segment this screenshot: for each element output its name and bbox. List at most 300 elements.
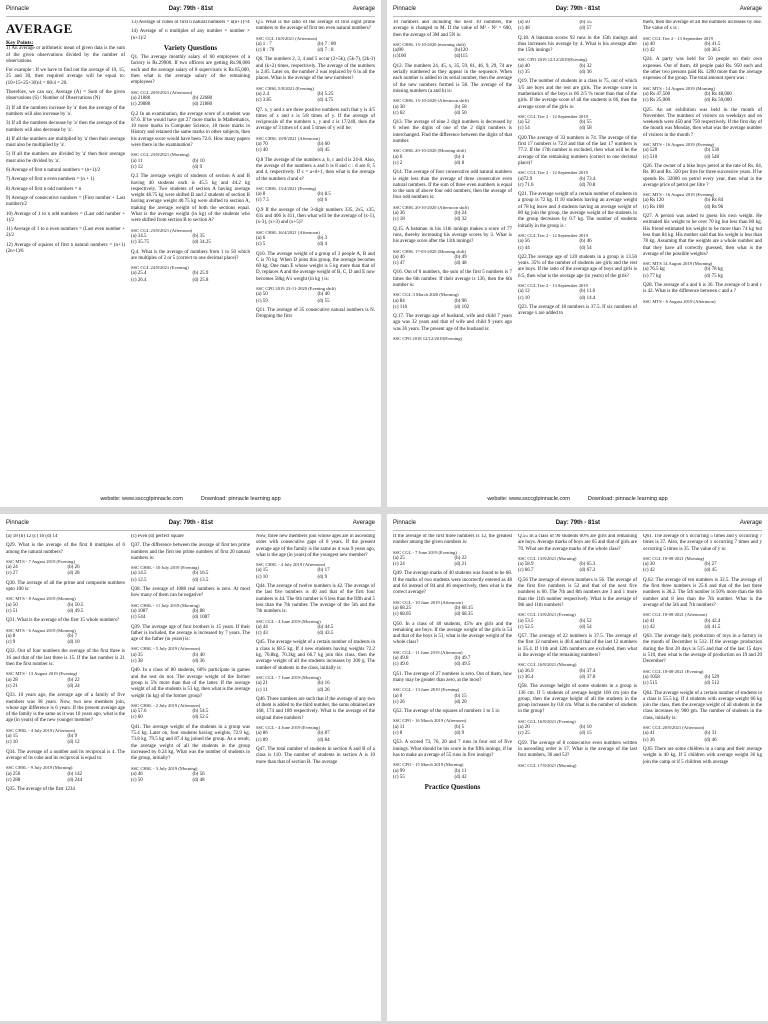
option: (c) 544: [131, 615, 146, 621]
option: (d) 9: [317, 574, 328, 580]
option: (c) 10: [6, 740, 18, 746]
option: (d) 49.5: [67, 608, 84, 614]
option: (a) Rs 120: [643, 198, 664, 204]
exam-source: SSC CHSL - 10 July 2019 (Evening): [131, 565, 199, 571]
exam-source: SSC CGL 16/8/2021 (Evening): [518, 718, 576, 724]
exam-source: SSC CGL - 10 June 2019 (Afternoon): [393, 599, 463, 605]
question-text: Q26. The owner of a bike buys petrol at the rate of Rs. 64, Rs. 80 and Rs. 320 per litre for three successive years. If he spends Rs. 32000 on petrol every year, then what is the average price of petrol per litre ?: [643, 163, 762, 188]
option: (b) 35: [192, 233, 205, 239]
option: (a)90: [393, 48, 404, 54]
column-3: [256, 534, 375, 1017]
exam-source: SSC CHSL 18/8/2021 (Afternoon): [256, 135, 320, 141]
exam-source: SSC MTS - 16 August 2019 (Evening): [643, 192, 715, 198]
key-point: 5) If all the numbers are divided by 'a' then their average must also be divided by 'a'.: [6, 152, 125, 164]
option: (d) 46: [704, 737, 717, 743]
key-point: 14) Average of n multiples of any number = number × (n+1)/2: [131, 29, 250, 41]
exam-source: SSC CPO 2019 23-11-2020 (Evening shift): [256, 285, 336, 291]
option: (a) 24: [6, 565, 18, 571]
option: (b) 44.5: [317, 624, 334, 630]
option: (b) 31: [704, 731, 717, 737]
option: (c) 27: [6, 571, 18, 577]
question-text: Q47. The total number of students in section A and B of a class is 110. The number of students in section A is 10 more than that of section B. The average: [256, 746, 375, 765]
option: (c) Rs 108: [643, 204, 664, 210]
option: (d) 45: [704, 568, 717, 574]
option: (c) 25: [518, 731, 530, 737]
option: (d) 50: [454, 110, 467, 116]
question-text: Q.55 In a class of 90 students 60% are girls and remaining are boys. Average marks of boys are 65 and that of girls are 70. What are the average marks of the whole class?: [518, 534, 637, 552]
question-text: Q24. A party was held for 50 people on their own expenses. Out of them, 48 people paid Rs. 950 each and the other two persons paid Rs. 1200 more than the average expenses of the group. The total amount spent was :: [643, 57, 762, 82]
exam-source: SSC CGL 24/8/2021 (Evening): [131, 265, 189, 271]
exam-source: SSC CGL 3 March 2020 (Morning): [393, 292, 459, 298]
exam-source: SSC MTS - 7 August 2019 (Evening): [6, 558, 75, 564]
option: (b) 73.4: [579, 176, 596, 182]
option: (d) 37.8: [579, 674, 596, 680]
option: (b) 16: [317, 681, 330, 687]
exam-source: SSC MTS 14 August 2019 (Morning): [643, 261, 713, 267]
option: (c) 2: [393, 160, 403, 166]
section-heading: Practice Questions: [424, 783, 481, 792]
exam-source: SSC CHSL 13/4/2021 (Evening): [256, 185, 317, 191]
option: (c) 36.4: [518, 674, 534, 680]
header-day: Day: 79th - 81st: [555, 520, 601, 526]
page-title: AVERAGE: [6, 21, 73, 36]
option: (b) 8.5: [317, 192, 331, 198]
footer-website-link[interactable]: website: www.ssccglpinnacle.com: [100, 496, 183, 502]
option: (b) 5: [454, 724, 465, 730]
option: (b) Rs 84: [704, 198, 724, 204]
exam-source: SSC CGL - 7 June 2019 (Morning): [256, 674, 321, 680]
question-text: Q.3 The average weight of students of section A and B having 40 students each is 45.5 kg and 44.2 kg respectively. Two students of section A having average weight 48.75 kg were shifted B and 2 students of section B having average weight 40.75 kg were shifted to section A, making the average weight of both the sections equal. What is the average weight (in kg) of the students who were shifted from section B to section A?: [131, 174, 250, 224]
option: (b) 16.5: [192, 571, 209, 577]
key-point: 1) An average or arithmetic mean of given data is the sum of the given observations divided by the number of observations.: [6, 46, 125, 64]
option: (c) 116: [393, 304, 408, 310]
question-text: Q14. The average of four consecutive odd natural numbers is eight less than the average of three consecutive even natural numbers. If the sum of three even numbers is equal to the sum of above four odd numbers, then the average of four odd numbers is:: [393, 170, 512, 201]
option: (d) 9: [454, 731, 465, 737]
exam-source: SSC CGL 16/8/2021 (Afternoon): [256, 35, 318, 41]
option: (d) 14.4: [579, 295, 596, 301]
option: (c) 89: [256, 737, 268, 743]
exam-source: SSC CPO - 15 March 2019 (Morning): [393, 762, 464, 768]
question-text: Q34. The average of a number and its reciprocal is 4. The average of its cube and its reciprocal is equal to:: [6, 749, 125, 761]
option: (a) 41: [643, 731, 655, 737]
key-point: 3) If all the numbers decrease by 'a' then the average of the numbers will also decrease by 'a'.: [6, 121, 125, 133]
column-3: [643, 534, 762, 1017]
option: (d) 48: [192, 778, 205, 784]
option: (a) 520: [643, 148, 658, 154]
option: (c) 62: [393, 110, 405, 116]
exam-source: SSC MTS - 14 August 2019 (Morning): [643, 85, 715, 91]
option: (c) 50: [131, 778, 143, 784]
option: (d) 36: [192, 659, 205, 665]
question-text: Q11. The average of 35 consecutive natural numbers is N. Dropping the first: [256, 307, 375, 320]
footer-download-link[interactable]: Download: pinnacle learning app: [587, 496, 668, 502]
option: (d) 6: [317, 198, 328, 204]
exam-source: SSC CGL - 7 June 2019 (Evening): [393, 549, 457, 555]
question-text: Now, three new members join whose ages are in ascending order with consecutive gaps of 8 years. If the present average age of the family is the same as it was 9 years ago, what is the age (in years) of the youngest new member?: [256, 534, 375, 558]
option: (a) 86: [256, 731, 268, 737]
option: (c) 5: [256, 242, 266, 248]
question-text: Q63. The average daily production of toys in a factory in the month of December is 512. If the average production during the first 20 days is 515 and that of the last 15 days is 510, then what is the average of production on 19 and 20 December?: [643, 634, 762, 665]
question-text: Q.5 What is the ratio of the average of first eight prime numbers to the average of first ten even natural numbers?: [256, 20, 375, 32]
column-1: [393, 534, 512, 1017]
question-text: 10 numbers and including the next 10 numbers, the average is changed to M. If the value of M² - N² = 600, then the average of 3M and 5N is:: [393, 20, 512, 38]
option: (c) 29080: [131, 102, 151, 108]
option: (c) 26: [393, 699, 405, 705]
column-2: [131, 20, 250, 489]
option: (d) 41.5: [704, 624, 721, 630]
exam-source: SSC CGL Tier 2 - 13 September 2019: [518, 282, 588, 288]
option: (b) 49.7: [454, 656, 471, 662]
option: (a) 11: [393, 724, 405, 730]
option: (d) 52.5: [192, 715, 209, 721]
question-text: Q.2 In an examination, the average score of a student was 67.6. If he would have got 27 more marks in Mathematics, 10 more marks in Computer Science, 18 more marks in History and retained the same marks in other subjects, then his average score would have been 72.6. How many papers were there in the examination?: [131, 111, 250, 149]
question-text: Q58. The average height of some students in a group is 136 cm. If 5 students of average height 160 cm join the group, then the average height of all the students in the group increases by 0.8 cm. What is the number of students in the group?: [518, 684, 637, 715]
column-2: [131, 534, 250, 1017]
option: (c) 8 : 70: [256, 48, 275, 54]
option: (a) 34.5: [131, 233, 147, 239]
exam-source: SSC CHSL - 3 July 2019 (Morning): [131, 765, 198, 771]
option: (a) 12: [518, 289, 530, 295]
question-text: Q52. The average of the squares of numbers 1 to 5 is:: [393, 709, 501, 715]
option: (c) 49.6: [393, 662, 409, 668]
exam-source: SSC CGL Tier 2 - 12 September 2019: [518, 113, 588, 119]
option: (d) 26: [317, 687, 330, 693]
exam-source: SSC CGL 18-08-2021 (Afternoon): [643, 612, 708, 618]
option: (d) 54: [579, 624, 592, 630]
option: (b) 22: [454, 555, 467, 561]
option: (d) Rs 96: [704, 204, 724, 210]
option: (d) 32: [454, 217, 467, 223]
option: (b) 22680: [192, 95, 213, 101]
option: (a) 1087: [131, 608, 148, 614]
option: (a) 36: [393, 211, 405, 217]
option: (a) 11: [131, 158, 143, 164]
option: (b) 96: [454, 298, 467, 304]
option: (d) 4: [317, 242, 328, 248]
option: (d) 540: [704, 154, 720, 160]
option: (a) 70: [256, 142, 268, 148]
option: (a) Rs 47,500: [643, 91, 671, 97]
question-text: Q16. Out of 6 numbers, the sum of the first 5 numbers is 7 times the 6th number. If their average is 136, then the 6th number is:: [393, 270, 512, 288]
option: (c) 21: [6, 683, 18, 689]
option: (b) 7: [67, 633, 78, 639]
exam-source: SSC MTS - 16 August 2019 (Evening): [643, 142, 715, 148]
option: (b) 58: [454, 104, 467, 110]
question-text: Q35. The average of the first 1234: [6, 787, 75, 793]
option: (d) 75 kg: [704, 273, 723, 279]
option: (a) 38: [393, 104, 405, 110]
option: (c) 35.75: [131, 240, 150, 246]
option: (a) 14.5: [131, 571, 147, 577]
exam-source: SSC CHSL 5/8/2021 (Evening): [256, 85, 314, 91]
option: (d) 25.8: [192, 277, 209, 283]
question-text: Q46. Three numbers are such that if the average of any two of them is added to the third number, the sums obtained are 168, 174 and 180 respectively. What is the average of the original three numbers?: [256, 696, 375, 721]
exam-source: SSC CGL - 13 June 2019 (Evening): [393, 687, 460, 693]
option: (b) 55: [579, 20, 592, 25]
option: (b) 7 : 80: [317, 41, 336, 47]
option: (b) 24: [454, 211, 467, 217]
option: (a) 0: [393, 693, 403, 699]
option: (a) 25: [393, 555, 405, 561]
option: (d) 84: [317, 737, 330, 743]
option: (d) 45: [317, 148, 330, 154]
option: (d) 38.5: [704, 48, 721, 54]
option: (b) 26: [67, 565, 80, 571]
option: (a) 44: [256, 624, 268, 630]
key-point: 10) Average of 1 to n odd numbers = (Last odd number + 1)/2: [6, 211, 125, 223]
exam-source: SSC CGL 23/8/2021 (Morning): [131, 152, 190, 158]
column-1: [6, 20, 125, 489]
option: (c) 8: [393, 731, 403, 737]
exam-source: SSC CHSL 17-03-2020 (Morning shift): [393, 248, 467, 254]
option: (a) 40: [643, 41, 655, 47]
option: (d) 10: [67, 640, 80, 646]
question-text: Q27. A person was asked to guess his own weight. He estimated his weight to be over 70 kg but less than 80 kg. His friend estimated his weight to be more than 74 kg but less than 84 kg. His mother said that his weight is less than 78 kg. Assuming that the weights are a whole number and that they have all correctly guessed, then what is the average of the possible weights?: [643, 214, 762, 257]
option: (b) 32: [579, 63, 592, 69]
option: (b) 40: [192, 652, 205, 658]
option: (b) 87: [317, 731, 330, 737]
option: (b) 142: [67, 771, 83, 777]
option: (d) 1087: [192, 615, 210, 621]
option: (a) 99: [393, 768, 405, 774]
option: (c) 38: [131, 659, 143, 665]
option: (c) 52.5: [518, 624, 534, 630]
question-text: Q19. The number of students in a class is 75, out of which 3/5 are boys and the rest are girls. The average score in mathematics of the boys is 66 2/5 % more than that of the girls. If the average score of all the students is 66, then the average score of the girls is:: [518, 79, 637, 110]
option: (b) 5.25: [317, 91, 334, 97]
exam-source: SSC CHSL - 4 July 2019 (Afternoon): [6, 727, 76, 733]
question-text: Q25. An art exhibition was held in the month of November. The numbers of visitors on weekdays and on weekends were 450 and 750 respectively. If the first day of the month was Monday, then what was the average number of visitors in the month ?: [643, 107, 762, 138]
question-text: Q12. The numbers 24, 45, x, 35, 59, 81, 46, 9, 29, 74 are serially numbered as they appear in the sequence. When each number is added to its serial number, then the average of the new numbers formed is 58. The average of the missing numbers (a and b) is:: [393, 63, 512, 94]
page-footer: [393, 496, 762, 502]
document-page-3: [0, 514, 381, 1021]
option: (d) 43.5: [317, 631, 334, 637]
exam-source: SSC CGL Tier 2 - 13 September 2019: [643, 35, 713, 41]
footer-website-link[interactable]: website: www.ssccglpinnacle.com: [487, 496, 570, 502]
page-header: [6, 520, 375, 531]
footer-download-link[interactable]: Download: pinnacle learning app: [200, 496, 281, 502]
option: (b) 10: [579, 725, 592, 731]
question-text: Q.62. The average of ten numbers is 32.5. The average of the first three numbers is 25.6 and that of the last three numbers is 38.2. The 5th number is 50% more than the 6th number and 8 less than the 7th number. What is the average of the 5th and 7th numbers?: [643, 577, 762, 608]
option: (a) 15: [6, 734, 18, 740]
option: (a) 57.6: [131, 709, 147, 715]
question-text: Q10. The average weight of a group of 3 people A, B and C is 70 kg. When D joins this group, the average becomes 60 kg. One man E whose weight is 5 kg more than that of D, replaces A and the average weight of B, C, D and E now becomes 58kg A's weight (in kg ) is:: [256, 251, 375, 282]
option: (d) 20: [454, 699, 467, 705]
header-day: Day: 79th - 81st: [168, 520, 214, 526]
option: (a) 1 : 7: [256, 41, 272, 47]
option: (a) 53.5: [518, 618, 534, 624]
option: (a) 1058: [643, 674, 660, 680]
option: (b) 27: [704, 562, 717, 568]
exam-source: SSC CHSL - 5 July 2019 (Afternoon): [131, 646, 201, 652]
option: (c)100: [393, 54, 407, 60]
question-text: Q59. The average of 8 consecutive even numbers written in ascending order is 17. What is the average of the last four numbers, 36 and 53?: [518, 740, 637, 759]
option: (a) 30: [643, 562, 655, 568]
option: (b) 65.3: [579, 562, 596, 568]
exam-source: SSC MTS - 8 August 2019 (Morning): [6, 596, 76, 602]
exam-source: SSC CPO 2018 12/12/2019(Evening): [393, 336, 463, 342]
option: (b) 41.5: [704, 41, 721, 47]
header-brand: Pinnacle: [393, 520, 417, 526]
exam-source: SSC CHSL - 2 July 2019 (Afternoon): [131, 702, 201, 708]
key-point: 12) Average of squares of first n natural numbers = (n+1)(2n+1)/6: [6, 242, 125, 255]
exam-source: SSC CGL 13/8/2021 (Evening): [518, 612, 576, 618]
document-page-4: [387, 514, 768, 1021]
option: (a) 35: [131, 652, 143, 658]
option: (d) 34.25: [192, 240, 211, 246]
option: (d) 512: [704, 681, 720, 687]
exam-source: SSC CHSL - 11 July 2019 (Morning): [131, 602, 200, 608]
option: (b) 3: [317, 235, 328, 241]
option: (d) 48: [454, 261, 467, 267]
question-text: Q.15. A batsman in his 11th innings makes a score of 77 runs, thereby increasing his average scores by 3. What is his average score after the 11th innings?: [393, 226, 512, 245]
option: (c) 10: [256, 574, 268, 580]
option: (a) 68.25: [393, 605, 412, 611]
option: (b) 50.5: [67, 602, 84, 608]
option: (d) 9: [192, 164, 203, 170]
option: (b) 10: [192, 158, 205, 164]
header-topic: Average: [352, 6, 375, 12]
column-3: [256, 20, 375, 489]
option: (c) 51: [6, 608, 18, 614]
option: (a) 46: [131, 771, 143, 777]
option: (c) 47: [393, 261, 405, 267]
option: (c) 40: [256, 148, 268, 154]
option: (c) 77 kg: [643, 273, 662, 279]
question-text: Q.17. The average age of husband, wife and child 7 years ago was 32 years and that of wife and child 9 years ago was 36 years. The present age of the husband is:: [393, 314, 512, 332]
option: (d)115: [454, 54, 468, 60]
option: (c) 3.85: [256, 98, 272, 104]
question-text: Q.18. A batsman scores 92 runs in the 15th innings and thus increases his average by 4. What is his average after the 15th innings?: [518, 35, 637, 54]
option: (b) 60: [317, 142, 330, 148]
option: (c) 10: [518, 295, 530, 301]
option: (d) 24: [67, 683, 80, 689]
exam-source: SSC CHSL - 4 July 2019 (Afternoon): [256, 562, 326, 568]
option: (d) 55: [317, 298, 330, 304]
option: (a) 21080: [131, 95, 151, 101]
question-text: Q20.The average of 33 numbers is 74. The average of the first 17 numbers is 72.8 and that of the last 17 numbers is 77.2. If the 17th number is excluded, then what will be the average of the remaining numbers (correct to one decimal place)?: [518, 135, 637, 166]
option: (c) 42: [643, 568, 655, 574]
question-text: Q50. In a class of 40 students, 45% are girls and the remaining are boys. If the average weight of the girls is 54 and that of the boys is 51, what is the average weight of the whole class?: [393, 621, 512, 646]
key-point: 11) Average of 1 to n even numbers = (Last even number + 2)/2: [6, 227, 125, 239]
question-text: Q1. The average monthly salary of 60 employees of a factory is Rs.29900. If two officers are getting Rs.90,000 each and the average salary of 8 supervisors is Rs.65,000, then what is the average salary of the remaining employees?: [131, 55, 250, 86]
exam-source: SSC CGL 23/8/2021 (Afternoon): [131, 227, 193, 233]
exam-source: SSC CGL - 4 June 2019 (Evening): [256, 725, 320, 731]
option: (b) 9: [67, 734, 78, 740]
option: (c) 510: [643, 154, 658, 160]
page-footer: [6, 496, 375, 502]
option: (c) 7.5: [256, 198, 270, 204]
option: (c) 9: [6, 640, 16, 646]
option: (b) 42.4: [704, 618, 721, 624]
option: (d) 21: [454, 562, 467, 568]
question-text: Q37. The difference between the average of first ten prime numbers and the first ten prime numbers of first 20 natural numbers is:: [131, 543, 250, 561]
header-topic: Average: [739, 520, 762, 526]
option: (c) 515: [643, 681, 658, 687]
key-point: For example : If we have to find out the average of 10, 15, 25 and 30, then required average will be equal to: (10+15+25+30)/4 = 80/4 = 20.: [6, 68, 125, 86]
question-text: Q29. What is the average of the first 8 multiples of 6 among the natural numbers?: [6, 543, 125, 555]
question-text: Q.8 The average of the numbers a, b, c and d is 24-8. Also, the average of the numbers a and b is 8 and c : d are 8, 5 and 4, respectively. If c = a+d+1, then what is the average of the numbers d and e?: [256, 157, 375, 182]
option: (c) 24: [393, 562, 405, 568]
option: (a) 6: [393, 154, 403, 160]
header-topic: Average: [739, 6, 762, 12]
question-text: Q31. What is the average of the first 15 whole numbers?: [6, 618, 120, 624]
option: (c) 42: [643, 624, 655, 630]
option: (c) 18: [393, 217, 405, 223]
question-text: Q33. 10 years ago, the average age of a family of five members was 38 years. Now, two new members join, whose age difference is 6 years. If the present average age of the family is the same as it was 10 years ago, what is the age (in years) of the new younger member?: [6, 693, 125, 724]
question-text: Q.56 The average of eleven numbers is 56. The average of the first five numbers is 52 and that of the next five numbers is 60. The 7th and 8th numbers are 3 and 1 more than the 11th number respectively. What is the average of 9th and 11th numbers?: [518, 577, 637, 608]
option: (c) 68.05: [393, 612, 412, 618]
page-header: [6, 6, 375, 17]
question-text: Q45. The average weight of a certain number of students in a class is 68.5 kg. If 4 new students having weights 72.2 kg, 70.8kg, 70.3kg and 66.7 kg join this class, then the average weight of all the students increases by 300 g. The number of students in the class, initially is:: [256, 640, 375, 671]
key-point: 13) Average of cubes of first n natural numbers = n(n+1)²/4: [131, 20, 250, 25]
option: (d) 57: [579, 26, 592, 32]
page-header: [393, 520, 762, 531]
option: (b) Rs 48,000: [704, 91, 732, 97]
option: (c) 59: [256, 298, 268, 304]
option: (b) 15: [454, 693, 467, 699]
option: (d) 42: [454, 774, 467, 780]
exam-source: SSC CHSL 20-10-2020 (Afternoon shift): [393, 204, 469, 210]
exam-source: SSC CGL 20/8/2021 (Afternoon): [643, 725, 705, 731]
question-text: Q38. The average of 1088 real numbers is zero. At most how many of them can be negative?: [131, 587, 250, 599]
question-text: Q41. The average weight of the students in a group was 75.4 kg. Later on, four students having weights, 72.9 kg, 73.8 kg, 79.5 kg and 87.4 kg joined the group. As a result, the average weight of all the students in the group increased by 0.24 kg. What was the number of students in the group, initially?: [131, 724, 250, 762]
document-page-2: [387, 0, 768, 507]
option: (a) 58.9: [518, 562, 534, 568]
option: (b) 55: [579, 120, 592, 126]
option: (c) 288: [6, 777, 21, 783]
option: (d) 244: [67, 777, 83, 783]
column-1: [393, 20, 512, 489]
question-text: Q28. The average of a and b is 36. The average of b and c is 42. What is the difference between c and a ?: [643, 282, 762, 295]
question-text: Q13. The average of nine 2 digit numbers is decreased by 6 when the digits of one of the 2 digit numbers is interchanged. Find the difference between the digits of that number.: [393, 120, 512, 145]
option: (b) 78 kg: [704, 267, 723, 273]
option: (b) 11: [454, 768, 467, 774]
option: (b) 46: [579, 239, 592, 245]
option: (a) 40: [518, 63, 530, 69]
option: (a) 41: [643, 618, 655, 624]
option: (d) 67.2: [579, 568, 596, 574]
option: (a) 84: [393, 298, 405, 304]
option: (d) 70.8: [579, 182, 596, 188]
exam-source: SSC MTS - 6 August 2019 (Afternoon): [643, 298, 716, 304]
question-text: Q21. The average weight of a certain number of students in a group is 72 kg. If 10 students having an average weight of 78 kg leave and 4 students having an average weight of 80 kg join the group, the average weight of the students in the group decreases by 0.7 kg. The number of students initially in the group is :: [518, 192, 637, 229]
option: (c) 55: [393, 774, 405, 780]
exam-source: SSC CHSL 13-10-2020 (morning shift): [393, 41, 466, 47]
key-point: Therefore, we can say, Average (A) = Sum of the given observations (S) / Number of Observations (N): [6, 90, 125, 102]
option: (d) 21880: [192, 102, 213, 108]
header-brand: Pinnacle: [393, 6, 417, 12]
option: (d) 13.5: [192, 577, 209, 583]
question-text: If the average of the first three numbers is 12, the greatest number among the given numbers is:: [393, 534, 512, 546]
header-topic: Average: [352, 520, 375, 526]
option: (a) 49.8: [393, 656, 409, 662]
option: (b) 88: [192, 608, 205, 614]
option: (c) 43: [256, 631, 268, 637]
option: (a) 50: [518, 20, 530, 25]
question-text: Q57. The average of 22 numbers is 37.5. The average of the first 12 numbers is 40.6 and that of the last 12 numbers is 35.4. If 11th and 12th numbers are excluded, then what is the average of the remaining numbers?: [518, 634, 637, 659]
exam-source: SSC CGL Tier 2 - 12 September 2019: [518, 232, 588, 238]
question-text: Q40. In a class of 80 students, 60% participate in games and the rest do not. The average weight of the former group is 5% more than that of the latter. If the average weight of all the students is 51 kg, then what is the average weight (in kg) of the former group?: [131, 668, 250, 699]
question-text: Q39. The average age of four brothers is 15 years. If their father is included, the average is increased by 7 years. The age of the father (in years) is:: [131, 624, 250, 643]
option: (a) 50: [256, 292, 268, 298]
option: (a) 56: [518, 239, 530, 245]
option: (a) 256: [6, 771, 21, 777]
exam-source: SSC CGL 16/8/2021 (Morning): [518, 662, 577, 668]
exam-source: SSC CHSL 13-10-2020 (Afternoon shift): [393, 98, 469, 104]
question-text: Q53. A scored 73, 76, 20 and 7 runs in four out of five innings. What should be his score in the fifth innings, if he has to make an average of 55 runs in five innings?: [393, 740, 512, 758]
exam-source: SSC CGL 18-08-2021 (Morning): [643, 555, 705, 561]
option: (b) 52: [579, 618, 592, 624]
